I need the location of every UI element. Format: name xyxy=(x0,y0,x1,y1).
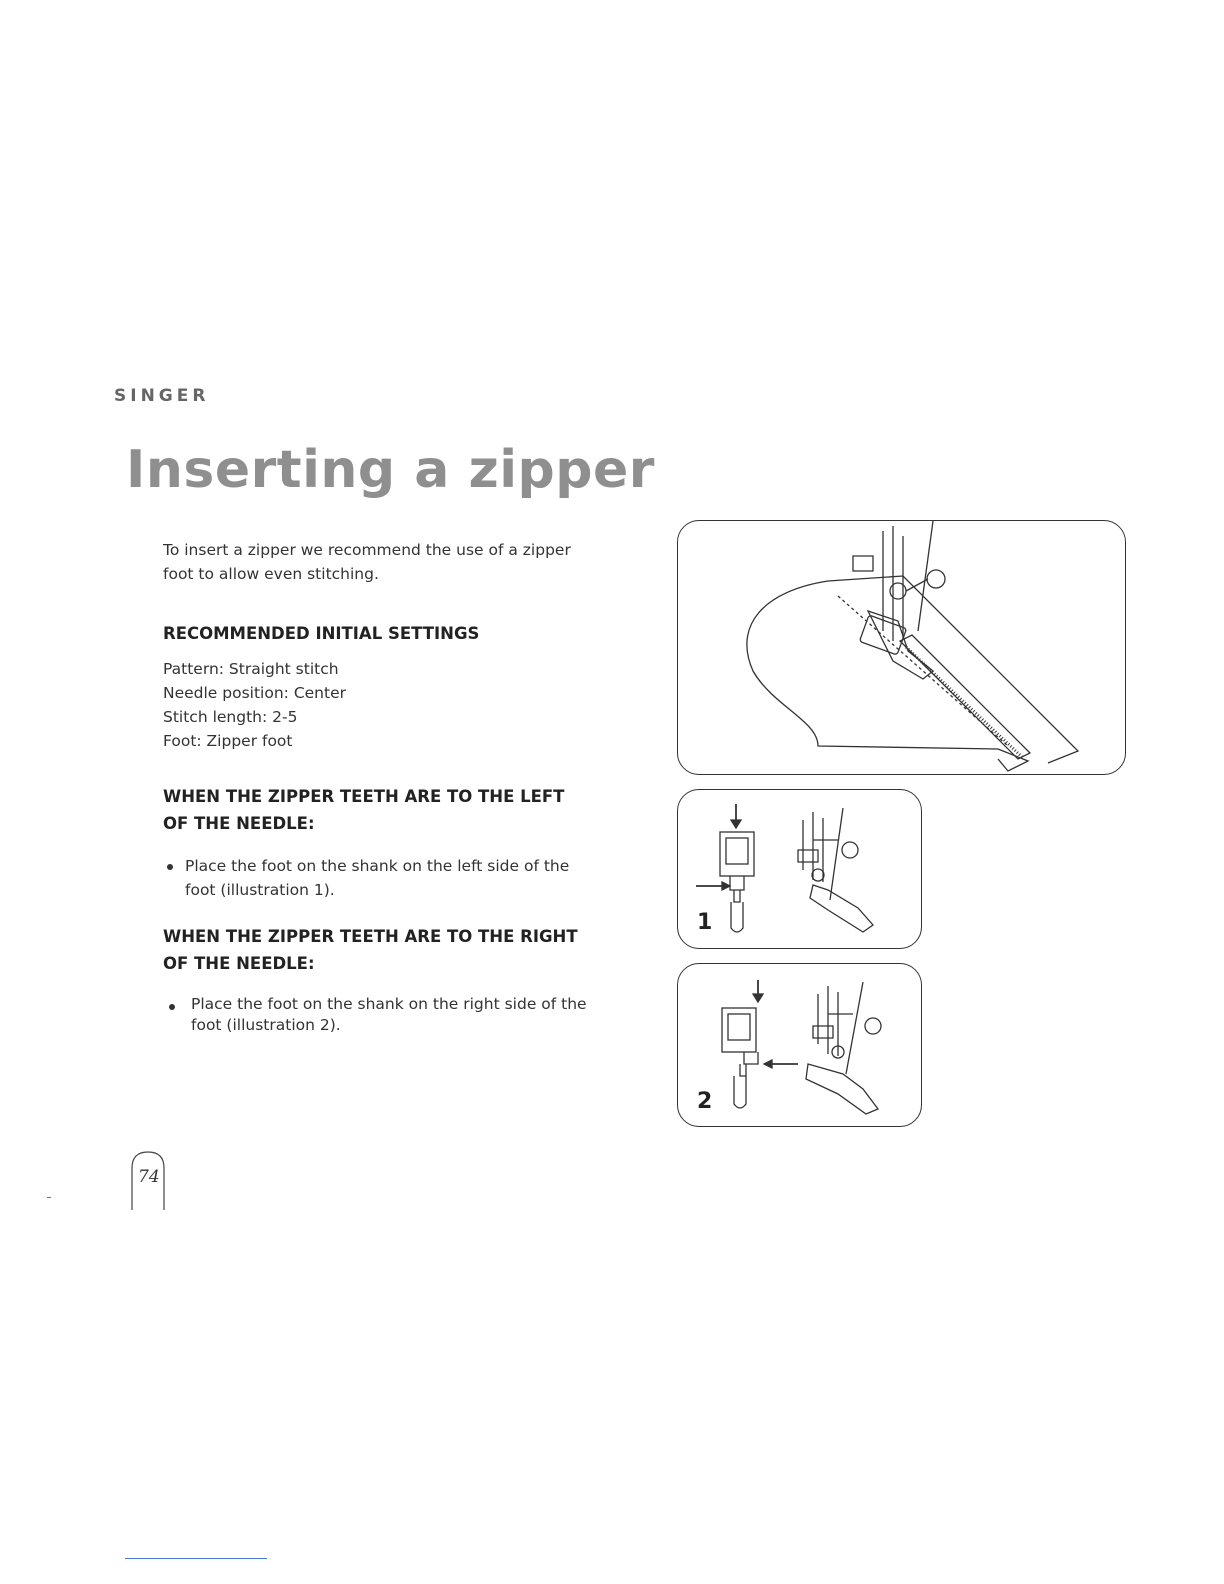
setting-needle-position: Needle position: Center xyxy=(163,684,346,702)
right-teeth-bullet-text: Place the foot on the shank on the right side of the foot (illustration 2). xyxy=(191,995,587,1034)
bottom-rule xyxy=(125,1558,267,1559)
page-number-tab xyxy=(131,1150,165,1210)
brand-logo: SINGER xyxy=(114,386,210,406)
zipper-foot-left-drawing-icon xyxy=(678,790,921,948)
setting-pattern: Pattern: Straight stitch xyxy=(163,660,339,678)
left-teeth-heading-2: OF THE NEEDLE: xyxy=(163,814,315,833)
setting-stitch-length: Stitch length: 2-5 xyxy=(163,708,298,726)
zipper-foot-right-drawing-icon xyxy=(678,964,921,1126)
right-teeth-heading-1: WHEN THE ZIPPER TEETH ARE TO THE RIGHT xyxy=(163,927,578,946)
illustration-1-frame xyxy=(677,789,922,949)
left-teeth-heading-1: WHEN THE ZIPPER TEETH ARE TO THE LEFT xyxy=(163,787,565,806)
settings-block xyxy=(163,620,603,753)
right-teeth-section xyxy=(163,923,603,1036)
page-title: Inserting a zipper xyxy=(126,440,655,500)
setting-foot: Foot: Zipper foot xyxy=(163,732,293,750)
zipper-foot-main-illustration xyxy=(677,520,1126,775)
illustration-1-label: 1 xyxy=(697,910,713,935)
left-teeth-bullet-text: Place the foot on the shank on the left side of the foot (illustration 1). xyxy=(185,857,570,899)
illustration-2-label: 2 xyxy=(697,1089,713,1114)
intro-text: To insert a zipper we recommend the use of a zipper foot to allow even stitching. xyxy=(163,541,571,583)
left-teeth-bullet xyxy=(163,854,603,902)
bullet-dot-icon xyxy=(167,864,173,870)
zipper-sewing-drawing-icon xyxy=(678,521,1125,774)
right-teeth-bullet xyxy=(163,994,603,1036)
margin-tick-mark xyxy=(47,1197,51,1198)
bullet-dot-icon xyxy=(169,1004,175,1010)
settings-heading: RECOMMENDED INITIAL SETTINGS xyxy=(163,624,480,643)
page-number: 74 xyxy=(138,1167,160,1187)
intro-block xyxy=(163,538,603,586)
right-teeth-heading-2: OF THE NEEDLE: xyxy=(163,954,315,973)
illustration-2-frame xyxy=(677,963,922,1127)
left-teeth-section xyxy=(163,783,603,902)
